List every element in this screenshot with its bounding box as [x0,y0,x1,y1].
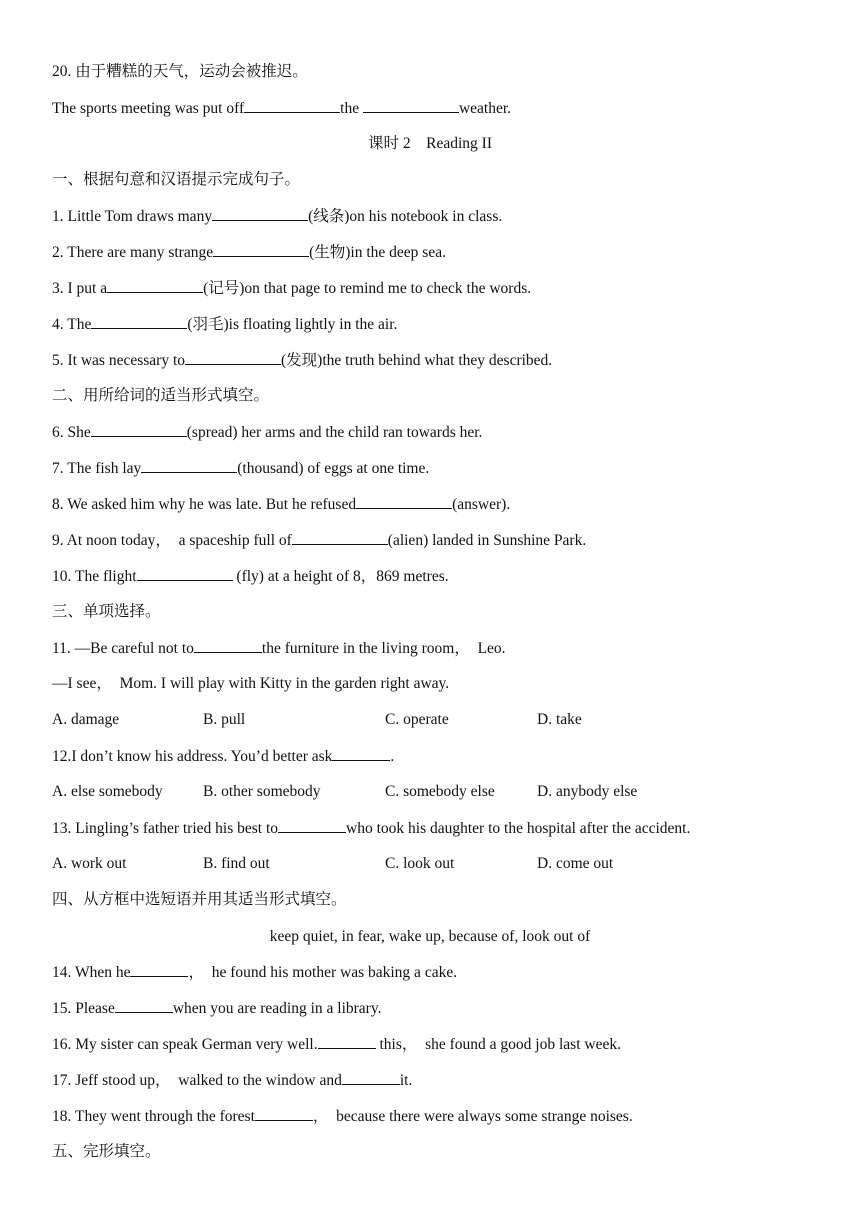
question-9: 9. At noon today， a spaceship full of (alien) landed in Sunshine Park. [52,532,587,549]
question-6: 6. She (spread) her arms and the child ran towards her. [52,424,483,441]
question-8: 8. We asked him why he was late. But he refused (answer). [52,496,511,513]
section-5-heading: 五、完形填空。 [52,1143,161,1160]
answer-blank[interactable] [185,350,281,365]
question-13: 13. Lingling’s father tried his best to who took his daughter to the hospital after the accident. [52,820,691,837]
answer-blank[interactable] [115,998,173,1013]
section-4-heading: 四、从方框中选短语并用其适当形式填空。 [52,891,347,908]
option-a[interactable]: A. work out [52,855,127,872]
answer-blank[interactable] [130,962,188,977]
question-7: 7. The fish lay (thousand) of eggs at one time. [52,460,430,477]
section-3-heading: 三、单项选择。 [52,603,161,620]
question-1: 1. Little Tom draws many (线条)on his notebook in class. [52,208,503,225]
question-15: 15. Please when you are reading in a library. [52,1000,382,1017]
option-c[interactable]: C. somebody else [385,783,495,800]
question-11-dialogue: —I see， Mom. I will play with Kitty in the garden right away. [52,675,450,692]
option-b[interactable]: B. find out [203,855,270,872]
option-d[interactable]: D. anybody else [537,783,638,800]
answer-blank[interactable] [91,422,187,437]
option-a[interactable]: A. damage [52,711,120,728]
question-17: 17. Jeff stood up， walked to the window and it. [52,1072,413,1089]
q20-english: The sports meeting was put off the weather. [52,100,512,117]
question-14: 14. When he ， he found his mother was baking a cake. [52,964,458,981]
question-18: 18. They went through the forest ， because there were always some strange noises. [52,1108,633,1125]
question-12: 12.I don’t know his address. You’d better ask . [52,748,395,765]
answer-blank[interactable] [213,242,309,257]
question-11: 11. —Be careful not to the furniture in the living room， Leo. [52,640,506,657]
question-5: 5. It was necessary to (发现)the truth behind what they described. [52,352,553,369]
option-b[interactable]: B. other somebody [203,783,321,800]
question-10: 10. The flight (fly) at a height of 8，869 metres. [52,568,449,585]
q20-chinese: 20. 由于糟糕的天气，运动会被推迟。 [52,63,308,80]
answer-blank[interactable] [141,458,237,473]
option-c[interactable]: C. operate [385,711,449,728]
answer-blank[interactable] [342,1070,400,1085]
option-b[interactable]: B. pull [203,711,246,728]
option-c[interactable]: C. look out [385,855,455,872]
option-d[interactable]: D. take [537,711,582,728]
answer-blank[interactable] [91,314,187,329]
answer-blank[interactable] [356,494,452,509]
answer-blank[interactable] [318,1034,376,1049]
answer-blank[interactable] [244,98,340,113]
answer-blank[interactable] [107,278,203,293]
question-4: 4. The (羽毛)is floating lightly in the air. [52,316,398,333]
option-d[interactable]: D. come out [537,855,614,872]
option-a[interactable]: A. else somebody [52,783,163,800]
section-1-heading: 一、根据句意和汉语提示完成句子。 [52,171,301,188]
answer-blank[interactable] [212,206,308,221]
answer-blank[interactable] [255,1106,313,1121]
phrase-box: keep quiet, in fear, wake up, because of, look out of [269,928,591,945]
answer-blank[interactable] [363,98,459,113]
question-2: 2. There are many strange (生物)in the deep sea. [52,244,446,261]
answer-blank[interactable] [194,638,262,653]
answer-blank[interactable] [137,566,233,581]
question-3: 3. I put a (记号)on that page to remind me to check the words. [52,280,532,297]
answer-blank[interactable] [278,818,346,833]
question-16: 16. My sister can speak German very well. this， she found a good job last week. [52,1036,621,1053]
section-2-heading: 二、用所给词的适当形式填空。 [52,387,270,404]
answer-blank[interactable] [332,746,390,761]
answer-blank[interactable] [292,530,388,545]
lesson-title: 课时 2 Reading II [368,135,492,152]
